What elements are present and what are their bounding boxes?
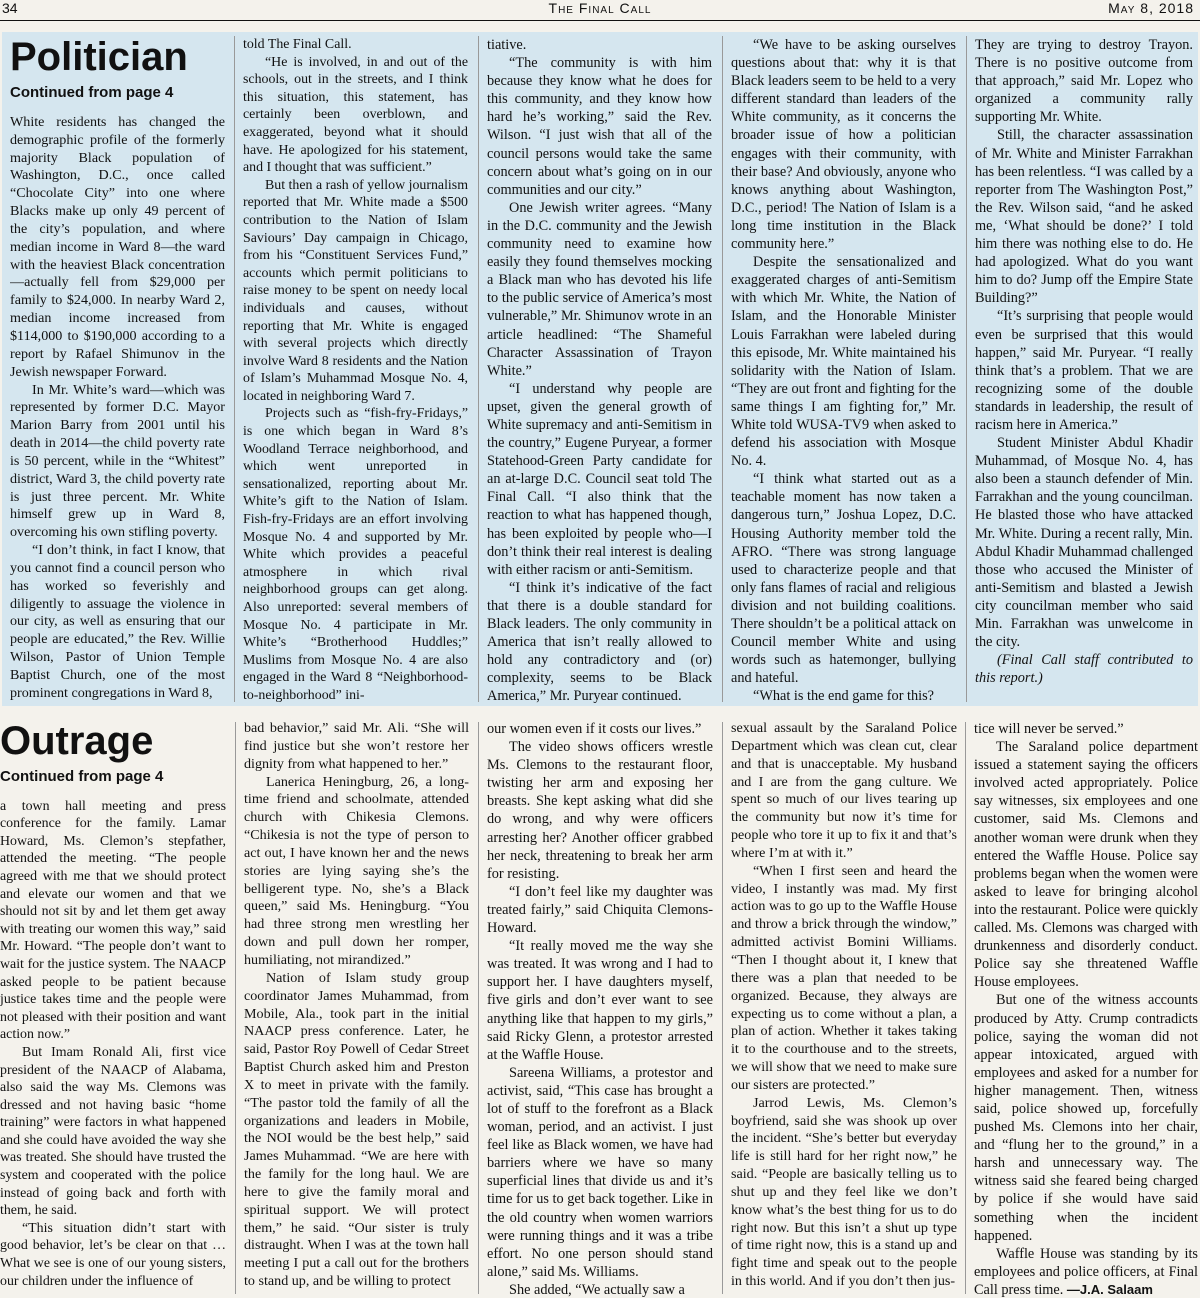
article-paragraph xyxy=(244,720,469,774)
article-paragraph xyxy=(975,307,1193,434)
paragraph-text: The video shows officers wrestle Ms. Clemons to the restaurant floor, twisting her arm and exposing her breasts. She kept asking what did she do wrong, and why were officers arresting her? Another officer grabbed her neck, threatening to break her arm for resisting. xyxy=(487,739,713,882)
column-divider xyxy=(478,722,479,1294)
article-paragraph xyxy=(731,36,956,253)
article-paragraph xyxy=(487,1064,713,1281)
outrage-story xyxy=(0,718,1200,1298)
article-paragraph xyxy=(244,970,469,1291)
article-paragraph xyxy=(487,720,713,738)
outrage-headline: Outrage xyxy=(0,720,154,763)
paragraph-text: Still, the character assassination of Mr. White and Minister Farrakhan has been relentless. “I was called by a reporter from The Washington Post,” the Rev. Wilson said, “and he asked me, ‘What should be done?’ I told him there was nothing else to do. He had apologized. What do you want him to do? Jump off the Empire State Building?” xyxy=(975,127,1193,307)
article-paragraph xyxy=(243,54,468,177)
article-paragraph xyxy=(0,1044,226,1220)
paragraph-text: “When I first seen and heard the video, I instantly was mad. My first action was to go up to the Waffle House and throw a brick through the window,” admitted activist Bomini Williams. “Then I thought about it, I knew that there was a plan that needed to be organized. Because, they always are expecting us to come without a plan, a plan of action. Whether it takes taking it to the courthouse and to the streets, we will show that we need to make sure our sisters are protected.” xyxy=(731,862,957,1093)
paragraph-text: Sareena Williams, a protestor and activist, said, “This case has brought a lot of stuff to the forefront as a Black woman, period, and an activist. I just feel like as Black women, we have had barriers where we have so many superficial lines that divide us and it’s time for us to get back together. Like in the old country when women warriors were running things and it was a tribe effort. No one person should stand alone,” said Ms. Williams. xyxy=(487,1064,713,1280)
page-header xyxy=(0,0,1200,18)
article-paragraph xyxy=(731,470,956,687)
paragraph-text: bad behavior,” said Mr. Ali. “She will find justice but she won’t restore her dignity from what happened to her.” xyxy=(244,720,469,772)
article-paragraph xyxy=(243,405,468,704)
outrage-column-2 xyxy=(244,720,469,1298)
publication-name: The Final Call xyxy=(548,0,652,16)
article-paragraph xyxy=(487,738,713,883)
paragraph-text: The Saraland police department issued a statement saying the officers involved acted appropriately. Police say witnesses, six employees and one customer, said Ms. Clemons and another woman were drunk when they entered the Waffle House. Police say problems began when the women were asked to leave for bringing alcohol into the restaurant. Police were quickly called. Ms. Clemons was charged with drunkenness and disorderly conduct. Police say she threatened Waffle House employees. xyxy=(974,739,1198,991)
article-paragraph xyxy=(487,54,712,199)
article-paragraph xyxy=(975,434,1193,651)
column-divider xyxy=(965,722,966,1294)
column-divider xyxy=(722,36,723,702)
paragraph-text: “I don’t think, in fact I know, that you cannot find a council person who has worked so feverishly and diligently to assuage the violence in our city, as well as ensuring that our people are educated,” the Rev. Willie Wilson, Pastor of Union Temple Baptist Church, one of the most prominent congregations in Ward 8, xyxy=(10,542,225,701)
paragraph-text: Student Minister Abdul Khadir Muhammad, of Mosque No. 4, has also been a staunch defender of Min. Farrakhan and the young councilman. He blasted those who have attacked Mr. White. During a recent rally, Min. Abdul Khadir Muhammad challenged those who accused the Minister of anti-Semitism and blasted a Jewish city councilman member who said Min. Farrakhan was unwelcome in the city. xyxy=(975,435,1193,651)
article-paragraph xyxy=(10,382,225,543)
paragraph-text: Lanerica Heningburg, 26, a long-time friend and schoolmate, attended church with Chikesia Clemons. “Chikesia is not the type of person to act out, I have known her and the news stories are lying saying she’s the belligerent type. No, she’s a Black queen,” said Ms. Heningburg. “You had three strong men wrestling her down and pull down her romper, humiliating, not mirandized.” xyxy=(244,773,469,968)
paragraph-text: “I think what started out as a teachable moment has now taken a dangerous turn,” Joshua Lopez, D.C. Housing Authority member told the AFRO. “There was strong language used to characterize people and that only fans flames of racial and religious division and not building coalitions. There shouldn’t be a political attack on Council member White and using words such as hatemonger, bullying and hateful. xyxy=(731,471,956,687)
paragraph-text: One Jewish writer agrees. “Many in the D.C. community and the Jewish community need to examine how easily they found themselves mocking a Black man who has devoted his life to the public service of America’s most vulnerable,” Mr. Shimunov wrote in an article headlined: “The Shameful Character Assassination of Trayon White.” xyxy=(487,199,712,379)
outrage-column-3 xyxy=(487,720,713,1298)
article-paragraph xyxy=(244,774,469,970)
politician-column-3 xyxy=(487,36,712,704)
article-paragraph xyxy=(487,937,713,1064)
column-divider xyxy=(234,36,235,702)
politician-column-5 xyxy=(975,36,1193,704)
paragraph-text: They are trying to destroy Trayon. There is no positive outcome from that approach,” said Mr. Lopez who organized a community rally supporting Mr. White. xyxy=(975,37,1193,126)
paragraph-text: But one of the witness accounts produced by Atty. Crump contradicts police, saying the woman did not appear intoxicated, argued with employees and asked for a number for higher management. Then, witness said, police showed up, forcefully pushed Ms. Clemons into her chair, and “flung her to the ground,” in a harsh and unnecessary way. The witness said she feared being charged by police if she would have said something when the incident happened. xyxy=(974,992,1198,1244)
paragraph-text: White residents has changed the demographic profile of the formerly majority Black population of Washington, D.C., once called “Chocolate City” into one where Blacks make up only 49 percent of the city’s population, and where median income in Ward 8—the ward with the heaviest Black concentration—actually fell from $29,000 per family to $24,000. In nearby Ward 2, median income increased from $114,000 to $190,000 according to a report by Rafael Shimunov in the Jewish newspaper Forward. xyxy=(10,113,225,380)
paragraph-text: Nation of Islam study group coordinator James Muhammad, from Mobile, Ala., took part in the initial NAACP press conference. Later, he said, Pastor Roy Powell of Cedar Street Baptist Church asked him and Preston X to meet in private with the family. “The pastor told the family of all the organizations and leaders in Mobile, the NOI would be the best help,” said James Muhammad. “We are here with the family for the long haul. We are here to give the family moral and spiritual support. We will protect them,” he said. “Our sister is truly distraught. When I was at the town hall meeting I put a call out for the brothers to stand up, and be willing to protect xyxy=(244,969,469,1290)
paragraph-text: In Mr. White’s ward—which was represented by former D.C. Mayor Marion Barry from 2001 until his death in 2014—the child poverty rate is 50 percent, while in the “Whitest” district, Ward 3, the child poverty rate is just three percent. Mr. White himself grew up in Ward 8, overcoming his own stifling poverty. xyxy=(10,381,225,541)
politician-story xyxy=(2,32,1198,706)
paragraph-text: “I think it’s indicative of the fact that there is a double standard for Black leaders. The only community in America that isn’t really allowed to hold any contradictory and (or) complexity, seems to be Black America,” Mr. Puryear continued. xyxy=(487,579,712,704)
paragraph-text: Despite the sensationalized and exaggerated charges of anti-Semitism with which Mr. White, the Nation of Islam, and the Honorable Minister Louis Farrakhan were labeled during this episode, Mr. White maintained his solidarity with the Nation of Islam. “They are out front and fighting for the same things I am fighting for,” Mr. White told WUSA-TV9 when asked to defend his association with Mosque No. 4. xyxy=(731,254,956,470)
byline: —J.A. Salaam xyxy=(1066,1281,1153,1297)
article-paragraph xyxy=(731,720,957,863)
article-paragraph xyxy=(974,738,1198,991)
paragraph-text: “He is involved, in and out of the schools, out in the streets, and I think this situation, this statement, has certainly been overblown, and exaggerated, beyond what it should have. He apologized for his statement, and I thought that was sufficient.” xyxy=(243,54,468,176)
paragraph-text: Waffle House was standing by its employees and police officers, at Final Call press time. xyxy=(974,1245,1198,1298)
article-paragraph xyxy=(487,579,712,704)
politician-column-4 xyxy=(731,36,956,704)
paragraph-text: told The Final Call. xyxy=(243,37,352,52)
article-paragraph xyxy=(0,798,226,1044)
politician-headline: Politician xyxy=(10,36,188,79)
article-paragraph xyxy=(974,1245,1198,1298)
column-divider xyxy=(722,722,723,1294)
outrage-column-4 xyxy=(731,720,957,1298)
article-paragraph xyxy=(10,542,225,703)
column-divider xyxy=(478,36,479,702)
paragraph-text: sexual assault by the Saraland Police Department which was clean cut, clear and that is unacceptable. My husband and I are from the gang culture. We spent so much of our lives tearing up the community but now it’s time for people who tore it up to fix it and that’s where I’m at with it.” xyxy=(731,720,957,861)
politician-column-2 xyxy=(243,36,468,704)
article-paragraph xyxy=(731,863,957,1095)
paragraph-text: “What is the end game for this? xyxy=(753,688,935,704)
paragraph-text: “It really moved me the way she was treated. It was wrong and I had to support her. I have daughters myself, five girls and don’t ever want to see anything like that happen to my girls,” said Ricky Glenn, a protestor arrested at the Waffle House. xyxy=(487,938,713,1063)
column-divider xyxy=(966,36,967,702)
article-paragraph xyxy=(487,1281,713,1298)
paragraph-text: “I don’t feel like my daughter was treated fairly,” said Chiquita Clemons-Howard. xyxy=(487,883,713,937)
article-paragraph xyxy=(974,720,1198,738)
article-paragraph xyxy=(243,36,468,54)
article-paragraph xyxy=(243,177,468,406)
paragraph-text: tiative. xyxy=(487,37,527,53)
paragraph-text: She added, “We actually saw a xyxy=(509,1281,685,1298)
outrage-column-1 xyxy=(0,720,226,1298)
article-paragraph xyxy=(487,380,712,579)
politician-column-1 xyxy=(10,36,225,704)
paragraph-text: Projects such as “fish-fry-Fridays,” is one which began in Ward 8’s Woodland Terrace neighborhood, and which went unreported in sensationalized, reporting about Mr. White’s gift to the Nation of Islam. Fish-fry-Fridays are an effort involving Mosque No. 4 and supported by Mr. White which provides a peaceful atmosphere in which rival neighborhood groups can get along. Also unreported: several members of Mosque No. 4 participate in Mr. White’s “Brotherhood Huddles;” Muslims from Mosque No. 4 are also engaged in the Ward 8 “Neighborhood-to-neighborhood” ini- xyxy=(243,406,468,703)
article-paragraph xyxy=(487,883,713,937)
page-number: 34 xyxy=(2,0,18,16)
header-rule xyxy=(0,20,1200,21)
paragraph-text: “It’s surprising that people would even be surprised that this would happen,” said Mr. Puryear. “I really think that’s a problem. That we are recognizing some of the double standards in leadership, the result of racism here in America.” xyxy=(975,308,1193,433)
article-paragraph xyxy=(974,991,1198,1244)
paragraph-text: But Imam Ronald Ali, first vice president of the NAACP of Alabama, also said the way Ms. Clemons was dressed and not having basic “home training” were factors in what happened and she could have avoided the way she was treated. She should have trusted the system and cooperated with the police instead of going back and forth with them, he said. xyxy=(0,1044,226,1219)
paragraph-text: our women even if it costs our lives.” xyxy=(487,721,702,737)
column-divider xyxy=(235,722,236,1294)
article-paragraph xyxy=(975,36,1193,126)
paragraph-text: “I understand why people are upset, given the general growth of White supremacy and anti-Semitism in the country,” Eugene Puryear, a former Statehood-Green Party candidate for an at-large D.C. Council seat told The Final Call. “I also think that the reaction to what has happened though, has been exploited by people who—I don’t think their real interest is dealing with either racism or anti-Semitism. xyxy=(487,380,712,578)
article-paragraph xyxy=(731,687,956,704)
paragraph-text: Jarrod Lewis, Ms. Clemon’s boyfriend, said she was shook up over the incident. “She’s better but everyday life is still hard for her right now,” he said. “People are basically telling us to shut up and they feel like we don’t know what’s the best thing for us to do right now. But this isn’t a shut up type of time right now, this is a stand up and fight time and speak out to the people in this world. And if you don’t then jus- xyxy=(731,1094,957,1290)
staff-note: (Final Call staff contributed to this report.) xyxy=(975,652,1193,687)
paragraph-text: a town hall meeting and press conference for the family. Lamar Howard, Ms. Clemon’s stepfather, attended the meeting. “The people agreed with me that we should protect and elevate our women and that we should not sit by and let them get away with treating our women this way,” said Mr. Howard. “The people don’t want to wait for the justice system. The NAACP asked people to be patient because justice takes time and the people were not pleased with their position and want action now.” xyxy=(0,798,226,1043)
outrage-kicker: Continued from page 4 xyxy=(0,768,164,785)
article-paragraph xyxy=(10,114,225,382)
politician-kicker: Continued from page 4 xyxy=(10,84,174,101)
article-paragraph xyxy=(731,1095,957,1291)
article-paragraph xyxy=(731,253,956,470)
issue-date: May 8, 2018 xyxy=(1108,0,1194,16)
article-paragraph xyxy=(487,36,712,54)
article-paragraph xyxy=(487,199,712,380)
article-paragraph xyxy=(975,126,1193,307)
paragraph-text: But then a rash of yellow journalism reported that Mr. White made a $500 contribution to the Nation of Islam Saviours’ Day campaign in Chicago, from his “Constituent Services Fund,” accounts which permit politicians to raise money to be spent on needy local individuals and causes, without reporting that Mr. White is engaged with several projects which directly involve Ward 8 residents and the Nation of Islam’s Muhammad Mosque No. 4, located in neighboring Ward 7. xyxy=(243,177,468,404)
paragraph-text: “This situation didn’t start with good behavior, let’s be clear on that … What we see is one of our young sisters, our children under the influence of xyxy=(0,1220,226,1289)
paragraph-text: “The community is with him because they know what he does for this community, and they know how hard he’s working,” said the Rev. Wilson. “I just wish that all of the council persons would take the same concern about what’s going on in our communities and our city.” xyxy=(487,55,712,198)
paragraph-text: “We have to be asking ourselves questions about that: why it is that Black leaders seem to be held to a very different standard than leaders of the White community, as it concerns the broader issue of how a politician engages with their community, with their base? And obviously, anyone who knows anything about Washington, D.C., period! The Nation of Islam is a long time institution in the Black community here.” xyxy=(731,37,956,253)
outrage-column-5 xyxy=(974,720,1198,1298)
paragraph-text: tice will never be served.” xyxy=(974,721,1124,737)
article-paragraph xyxy=(0,1220,226,1290)
